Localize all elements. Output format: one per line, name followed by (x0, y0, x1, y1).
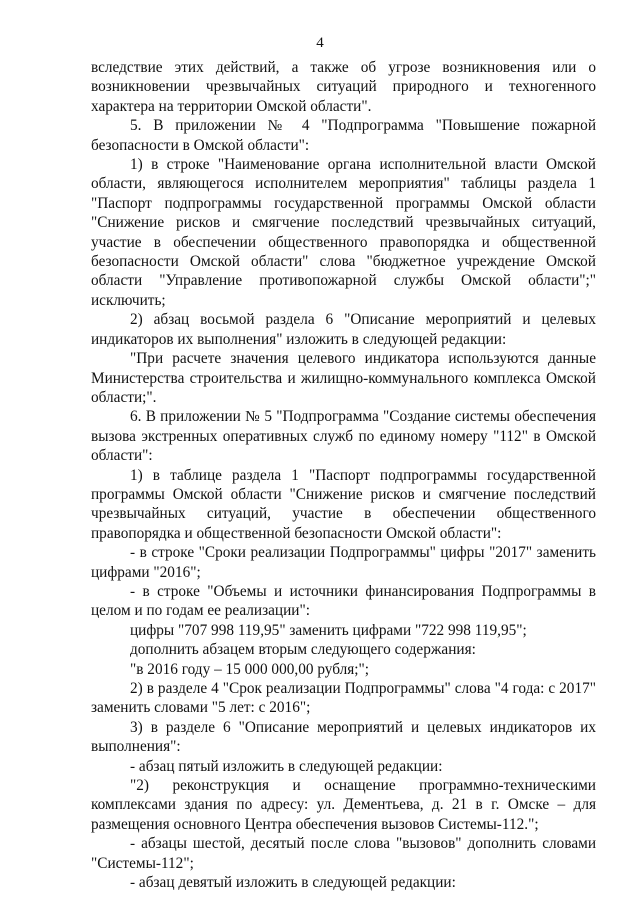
paragraph: - в строке "Объемы и источники финансирования Подпрограммы в целом и по годам ее реализации": (91, 582, 596, 620)
paragraph: 6. В приложении № 5 "Подпрограмма "Создание системы обеспечения вызова экстренных оперативных служб по единому номеру "112" в Омской области": (91, 408, 596, 465)
paragraph: цифры "707 998 119,95" заменить цифрами "722 998 119,95"; (130, 621, 527, 639)
paragraph: 2) в разделе 4 "Срок реализации Подпрограммы" слова "4 года: с 2017" заменить словами "5 лет: с 2016"; (91, 680, 596, 717)
paragraph: "в 2016 году – 15 000 000,00 рубля;"; (130, 660, 370, 678)
paragraph: 2) абзац восьмой раздела 6 "Описание мероприятий и целевых индикаторов их выполнения" изложить в следующей редакции: (91, 311, 596, 348)
paragraph: - в строке "Сроки реализации Подпрограммы" цифры "2017" заменить цифрами "2016"; (91, 544, 596, 581)
paragraph: 1) в таблице раздела 1 "Паспорт подпрограммы государственной программы Омской области "Снижение рисков и смягчение последствий чрезвычайных ситуаций, участие в обеспечении общественного правопорядка и общественной безопасности Омской области": (91, 466, 596, 542)
paragraph: дополнить абзацем вторым следующего содержания: (130, 641, 476, 659)
paragraph: - абзац пятый изложить в следующей редакции: (130, 757, 443, 775)
page-number: 4 (316, 35, 324, 51)
document-body (91, 58, 596, 892)
paragraph: 1) в строке "Наименование органа исполнительной власти Омской области, являющегося исполнителем мероприятия" таблицы раздела 1 "Паспорт подпрограммы государственной программы Омской области "Снижение рисков и смягчение последствий чрезвычайных ситуаций, участие в обеспечении общественного правопорядка и общественной безопасности Омской области" слова "бюджетное учреждение Омской области "Управление противопожарной службы Омской области";" исключить; (91, 156, 596, 309)
paragraph: 5. В приложении № 4 "Подпрограмма "Повышение пожарной безопасности в Омской области": (91, 117, 596, 154)
paragraph: вследствие этих действий, а также об угрозе возникновения или о возникновении чрезвычайных ситуаций природного и техногенного характера на территории Омской области". (91, 59, 596, 115)
paragraph: "При расчете значения целевого индикатора используются данные Министерства строительства и жилищно-коммунального комплекса Омской области;". (91, 350, 596, 406)
paragraph: - абзац девятый изложить в следующей редакции: (130, 874, 456, 892)
paragraph: "2) реконструкция и оснащение программно-техническими комплексами здания по адресу: ул. Дементьева, д. 21 в г. Омске – для размещения основного Центра обеспечения вызовов Системы-112."; (91, 777, 596, 833)
paragraph: 3) в разделе 6 "Описание мероприятий и целевых индикаторов их выполнения": (91, 718, 596, 756)
paragraph: - абзацы шестой, десятый после слова "вызовов" дополнить словами "Системы-112"; (91, 835, 596, 872)
